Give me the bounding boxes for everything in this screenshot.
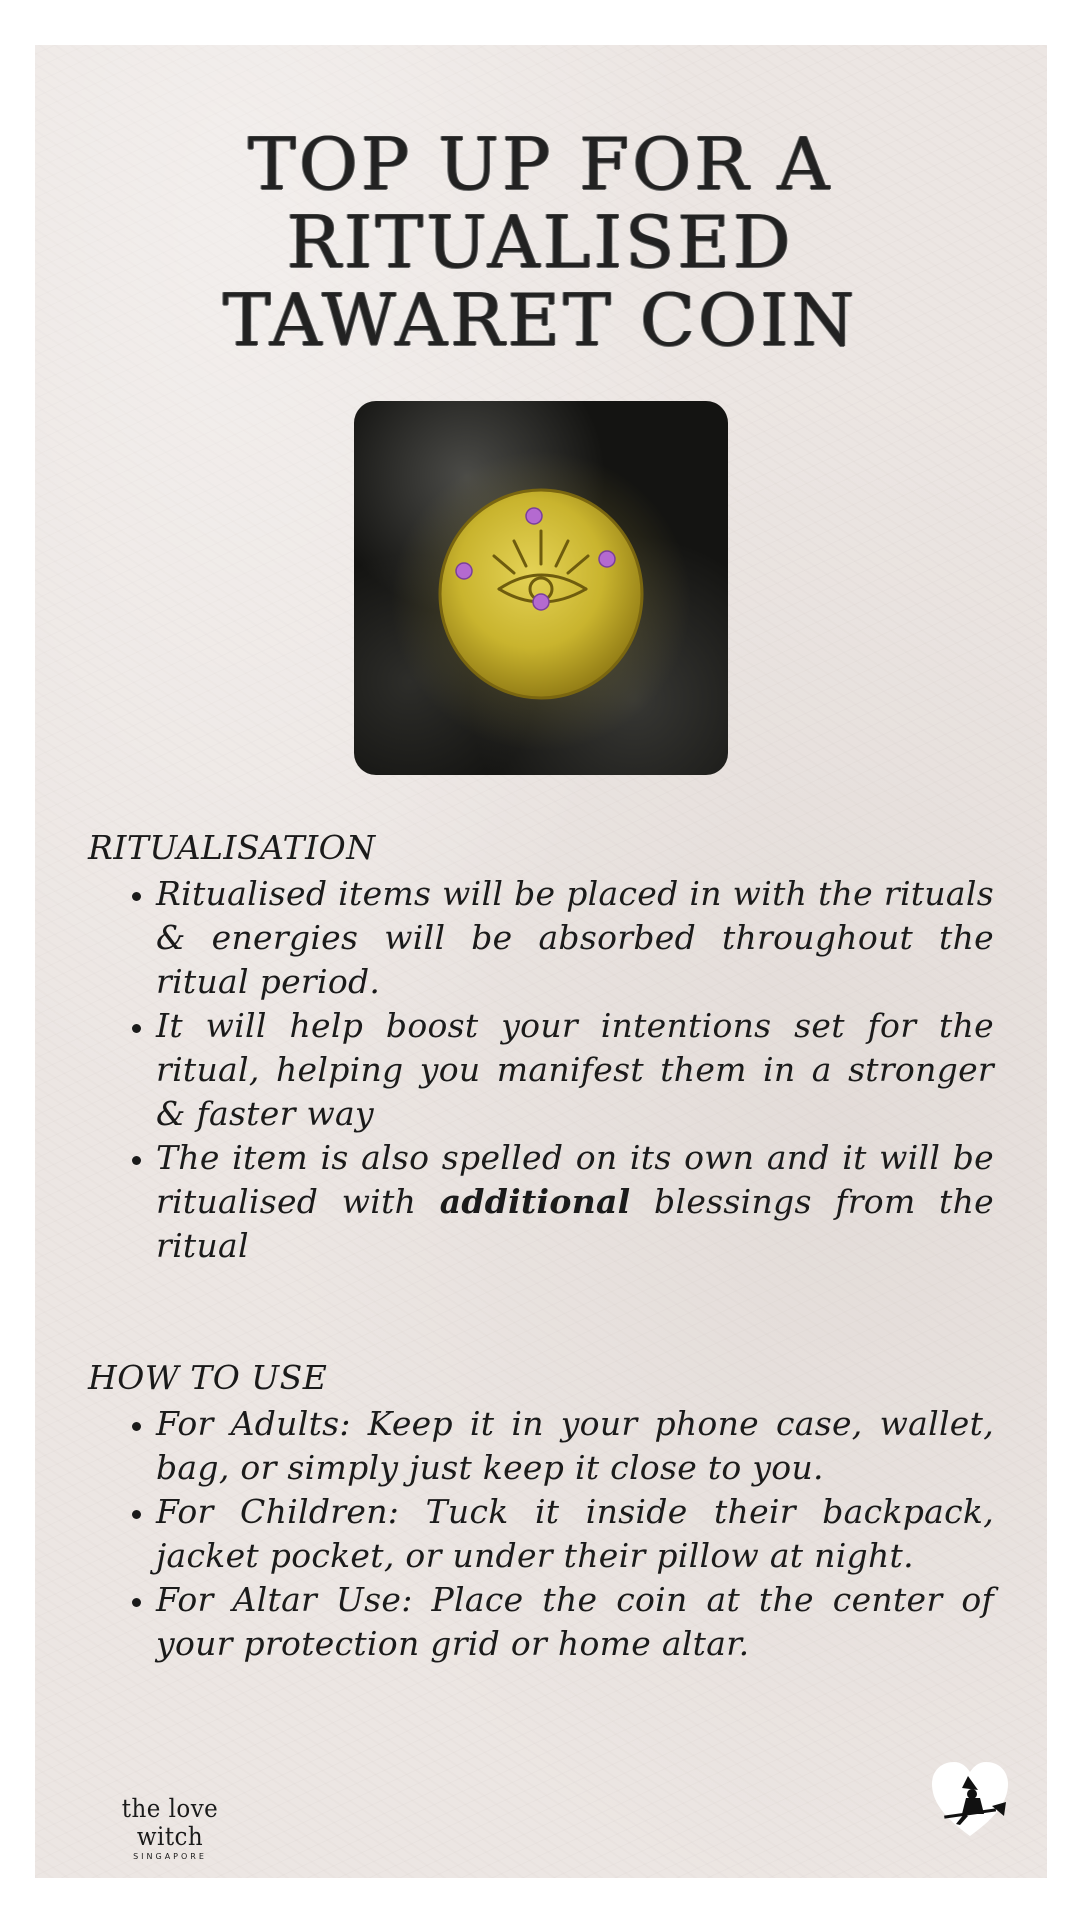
how-to-use-heading: HOW TO USE xyxy=(88,1358,328,1397)
ritualisation-section xyxy=(88,826,994,1268)
how-to-use-section xyxy=(88,1356,994,1666)
brand-location: SINGAPORE xyxy=(133,1852,207,1861)
list-item-text: It will help boost your intentions set for the ritual, helping you manifest them in a stronger & faster way xyxy=(156,1006,994,1133)
coin-illustration xyxy=(354,401,728,775)
list-item xyxy=(156,1136,994,1268)
ritualisation-heading: RITUALISATION xyxy=(88,828,376,867)
brand-logo xyxy=(90,1794,250,1861)
ritualisation-list xyxy=(88,872,994,1268)
list-item-text: For Children: Tuck it inside their backpack, jacket pocket, or under their pillow at night. xyxy=(156,1492,994,1575)
list-item xyxy=(156,1578,994,1666)
witch-on-broom-icon xyxy=(928,1758,1012,1842)
list-item-text: The item is also spelled on its own and it will be ritualised with xyxy=(156,1138,994,1221)
page-title: TOP UP FOR A RITUALISED TAWARET COIN xyxy=(222,122,858,362)
coin-photo xyxy=(354,401,728,775)
list-item-text: blessings from the ritual xyxy=(156,1182,994,1265)
list-item-text: For Adults: Keep it in your phone case, wallet, bag, or simply just keep it close to you. xyxy=(156,1404,994,1487)
emphasis-word: additional xyxy=(439,1182,631,1221)
brand-name: the love witch xyxy=(121,1794,219,1851)
list-item xyxy=(156,1004,994,1136)
list-item xyxy=(156,1402,994,1490)
list-item-text: For Altar Use: Place the coin at the center of your protection grid or home altar. xyxy=(156,1580,994,1663)
list-item xyxy=(156,1490,994,1578)
list-item xyxy=(156,872,994,1004)
how-to-use-list xyxy=(88,1402,994,1666)
list-item-text: Ritualised items will be placed in with the rituals & energies will be absorbed throughout the ritual period. xyxy=(156,874,994,1001)
